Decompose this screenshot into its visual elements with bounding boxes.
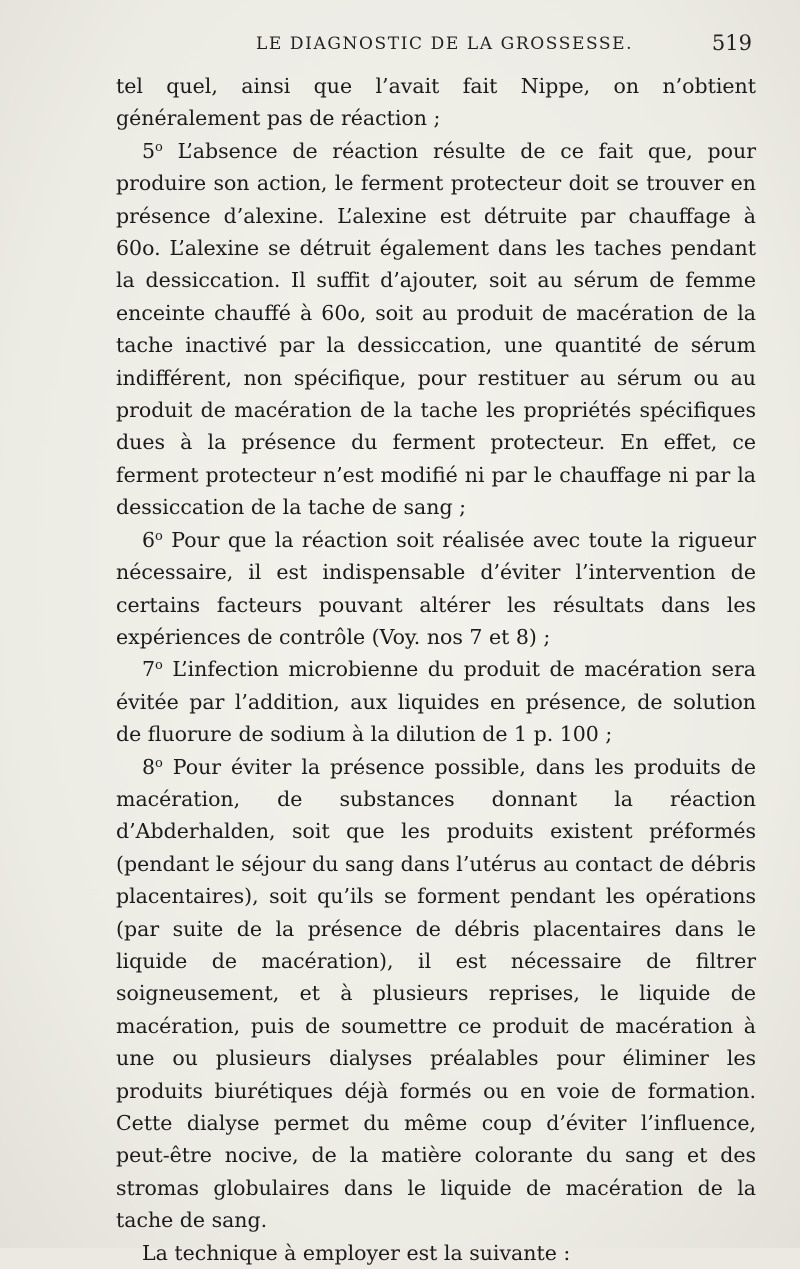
running-title: LE DIAGNOSTIC DE LA GROSSESSE.: [256, 34, 634, 54]
ordinal-superscript: o: [155, 658, 163, 674]
item-number: 7: [142, 657, 156, 682]
item-number: 6: [142, 527, 156, 552]
paragraph-text: tel quel, ainsi que l’avait fait Nippe, on n’obtient généralement pas de réaction ;: [116, 74, 756, 131]
paragraph-text: La technique à employer est la suivante :: [142, 1240, 571, 1265]
page-number: 519: [711, 31, 752, 55]
ordinal-superscript: o: [155, 528, 163, 544]
paragraph-text: Pour que la réaction soit réalisée avec toute la rigueur nécessaire, il est indispensable d’éviter l’intervention de certains facteurs pouvant altérer les résultats dans les expériences de contrôle (Voy. nos 7 et 8) ;: [116, 527, 756, 649]
paragraph-technique-intro: [116, 1237, 756, 1269]
body-text: [116, 70, 756, 1269]
item-number: 8: [142, 754, 156, 779]
item-number: 5: [142, 138, 156, 163]
ordinal-superscript: o: [155, 139, 163, 155]
paragraph-item-7: [116, 653, 756, 750]
paragraph-text: L’infection microbienne du produit de macération sera évitée par l’addition, aux liquides en présence, de solution de fluorure de sodium à la dilution de 1 p. 100 ;: [116, 657, 756, 747]
paragraph-text: Pour éviter la présence possible, dans les produits de macération, de substances donnant la réaction d’Abderhalden, soit que les produits existent préformés (pendant le séjour du sang dans l’utérus au contact de débris placentaires), soit qu’ils se forment pendant les opérations (par suite de la présence de débris placentaires dans le liquide de macération), il est nécessaire de filtrer soigneusement, et à plusieurs reprises, le liquide de macération, puis de soumettre ce produit de macération à une ou plusieurs dialyses préalables pour éliminer les produits biurétiques déjà formés ou en voie de formation. Cette dialyse permet du même coup d’éviter l’influence, peut-être nocive, de la matière colorante du sang et des stromas globulaires dans le liquide de macération de la tache de sang.: [116, 754, 756, 1233]
paragraph-item-8: [116, 751, 756, 1237]
paragraph-item-5: [116, 135, 756, 524]
paragraph-text: L’absence de réaction résulte de ce fait que, pour produire son action, le ferment protecteur doit se trouver en présence d’alexine. L’alexine est détruite par chauffage à 60o. L’alexine se détruit également dans les taches pendant la dessiccation. Il suffit d’ajouter, soit au sérum de femme enceinte chauffé à 60o, soit au produit de macération de la tache inactivé par la dessiccation, une quantité de sérum indifférent, non spécifique, pour restituer au sérum ou au produit de macération de la tache les propriétés spécifiques dues à la présence du ferment protecteur. En effet, ce ferment protecteur n’est modifié ni par le chauffage ni par la dessiccation de la tache de sang ;: [116, 138, 756, 520]
paragraph-item-6: [116, 524, 756, 654]
paragraph-continuation: [116, 70, 756, 135]
ordinal-superscript: o: [155, 755, 163, 771]
